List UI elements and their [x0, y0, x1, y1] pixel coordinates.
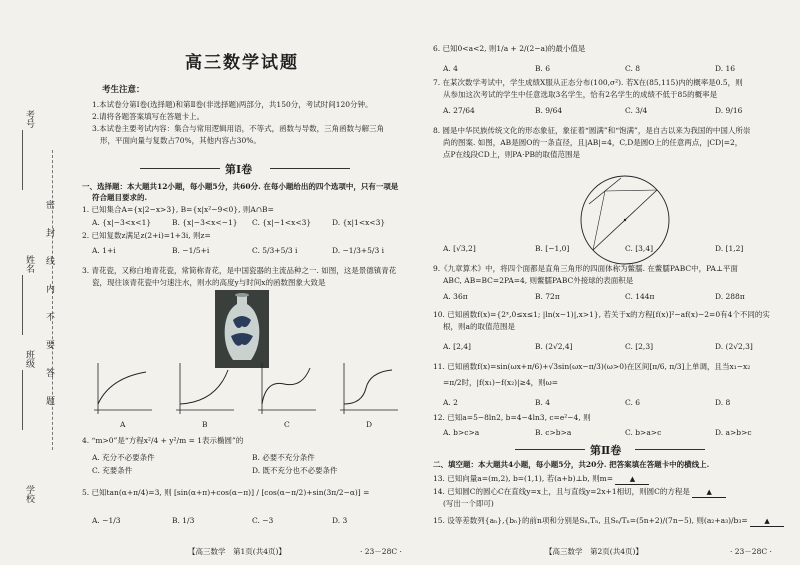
question-9-cont: ABC, AB=BC=2PA=4, 则鳖臑PABC外接球的表面积是: [443, 276, 634, 285]
q8-option-c: C. [3,4]: [625, 244, 654, 253]
seal-char: 内: [44, 284, 54, 293]
notice-line: 3.本试卷主要考试内容：集合与常用逻辑用语，不等式，函数与导数，三角函数与解三角: [92, 124, 385, 133]
page-footer: 【高三数学 第2页(共4页)】: [545, 547, 643, 556]
section-rule: [515, 449, 585, 450]
section-rule: [270, 168, 350, 169]
q4-option-c: C. 充要条件: [92, 466, 133, 475]
gutter-banji: 班级: [24, 350, 34, 368]
q1-option-c: C. {x|−1<x<3}: [252, 218, 312, 227]
graph-label-b: B: [202, 420, 208, 429]
exam-code: · 23－28C ·: [730, 547, 772, 556]
question-11-cont: =π/2时，|f(x₁)−f(x₂)|≥4，则ω=: [443, 378, 559, 387]
question-8: 8. 圆是中华民族传统文化的形态象征，象征着“圆满”和“饱满”，是自古以来为我国的中国人所崇: [433, 126, 751, 135]
q7-option-d: D. 9/16: [715, 106, 743, 115]
question-6: 6. 已知0<a<2, 则1/a + 2/(2−a)的最小值是: [433, 44, 586, 53]
question-5: 5. 已知tan(α+π/4)=3, 则 [sin(α+π)+cos(α−π)] / [cos(α−π/2)+sin(3π/2−α)] =: [82, 488, 370, 497]
seal-char: 答: [44, 368, 54, 377]
section-rule: [140, 168, 220, 169]
question-8-cont-2: 点P在线段CD上，则PA·PB的取值范围是: [443, 150, 581, 159]
q10-option-a: A. [2,4]: [443, 342, 471, 351]
page-title: 高三数学试题: [185, 53, 299, 73]
gutter-line: [22, 370, 23, 430]
question-3-cont: 瓷，现往该青花瓷中匀速注水，则水的高度y与时间x的函数图象大致是: [92, 278, 326, 287]
fill-instructions: 二、填空题：本大题共4小题，每小题5分，共20分. 把答案填在答题卡中的横线上.: [433, 460, 710, 469]
question-4: 4. “m>0”是“方程x²/4 + y²/m = 1表示椭圆”的: [82, 436, 244, 445]
circle-diagram: [575, 170, 675, 270]
gutter-xingming: 姓名: [24, 255, 34, 273]
gutter-kaohao: 考号: [24, 110, 34, 128]
graph-option-c: [252, 360, 318, 418]
graph-label-c: C: [284, 420, 290, 429]
q8-option-a: A. [√3,2]: [443, 244, 476, 253]
answer-blank-15[interactable]: ▲: [750, 517, 784, 527]
question-7-cont: 从参加这次考试的学生中任意选取3名学生，恰有2名学生的成绩不低于85的概率是: [443, 90, 718, 99]
notice-line: 形，平面向量与复数占70%，其他内容占30%。: [100, 136, 261, 145]
q8-option-d: D. [1,2]: [715, 244, 744, 253]
q2-option-a: A. 1+i: [92, 246, 116, 255]
q12-option-d: D. a>b>c: [715, 428, 752, 437]
q11-option-c: C. 6: [625, 398, 641, 407]
notice-line: 2.请将各题答案填写在答题卡上。: [92, 112, 205, 121]
gutter-line: [22, 130, 23, 190]
q5-option-a: A. −1/3: [92, 516, 121, 525]
q9-option-a: A. 36π: [443, 292, 468, 301]
q4-option-b: B. 必要不充分条件: [252, 453, 315, 462]
notice-title: 考生注意：: [102, 85, 145, 95]
question-14-text: 14. 已知圆C的圆心C在直线y=x上，且与直线y=2x+1相切，则圆C的方程是: [433, 487, 690, 496]
exam-code: · 23－28C ·: [360, 547, 402, 556]
question-14-note: (写出一个即可): [443, 499, 494, 508]
q10-option-d: D. (2√2,3]: [715, 342, 753, 351]
answer-blank-13[interactable]: ▲: [615, 475, 649, 485]
q12-option-c: C. b>a>c: [625, 428, 662, 437]
question-12: 12. 已知a=5−8ln2, b=4−4ln3, c=e²−4, 则: [433, 413, 591, 422]
question-3: 3. 青花瓷，又称白地青花瓷，常简称青花，是中国瓷器的主流品种之一. 如图，这是景德镇青花: [82, 266, 397, 275]
q7-option-c: C. 3/4: [625, 106, 648, 115]
page-footer: 【高三数学 第1页(共4页)】: [188, 547, 286, 556]
question-10: 10. 已知函数f(x)={2ˣ,0≤x≤1; |ln(x−1)|,x>1}, 若关于x的方程[f(x)]²−af(x)−2=0有4个不同的实: [433, 310, 770, 319]
graph-option-a: [88, 360, 154, 418]
q2-option-b: B. −1/5+i: [172, 246, 210, 255]
choice-instructions: 一、选择题：本大题共12小题，每小题5分，共60分. 在每小题给出的四个选项中，只有一项是: [82, 182, 399, 191]
q5-option-c: C. −3: [252, 516, 274, 525]
question-13: [433, 474, 649, 485]
seal-char: 封: [44, 228, 54, 237]
binding-gutter: [0, 0, 78, 565]
q4-option-d: D. 既不充分也不必要条件: [252, 466, 338, 475]
q5-option-b: B. 1/3: [172, 516, 195, 525]
vase-image: [215, 290, 269, 368]
q1-option-a: A. {x|−3<x<1}: [92, 218, 152, 227]
question-1: 1. 已知集合A={x|2−x>3}, B={x|x²−9<0}, 则A∩B=: [82, 205, 274, 214]
q6-option-b: B. 6: [535, 64, 551, 73]
q12-option-b: B. c>b>a: [535, 428, 572, 437]
graph-option-d: [334, 360, 400, 418]
gutter-xuexiao: 学校: [24, 485, 34, 503]
right-page: [425, 0, 800, 565]
q4-option-a: A. 充分不必要条件: [92, 453, 155, 462]
q5-option-d: D. 3: [332, 516, 348, 525]
seal-char: 题: [44, 396, 54, 405]
question-10-cont: 根，则a的取值范围是: [443, 322, 515, 331]
q2-option-d: D. −1/3+5/3 i: [332, 246, 385, 255]
seal-char: 要: [44, 340, 54, 349]
seal-char: 线: [44, 256, 54, 265]
answer-blank-14[interactable]: ▲: [692, 488, 726, 498]
graph-option-b: [170, 360, 236, 418]
question-14: [433, 487, 726, 498]
section-title-2: 第Ⅱ卷: [590, 444, 622, 457]
q6-option-a: A. 4: [443, 64, 458, 73]
question-15-text: 15. 设等差数列{aₙ},{bₙ}的前n项和分别是Sₙ,Tₙ, 且Sₙ/Tₙ=(5n+2)/(7n−5), 则(a₂+a₃)/b₃=: [433, 516, 748, 525]
question-15: [433, 516, 784, 527]
q9-option-d: D. 288π: [715, 292, 745, 301]
seal-char: 不: [44, 312, 54, 321]
q6-option-d: D. 16: [715, 64, 736, 73]
cut-line: [52, 150, 53, 450]
section-title-1: 第Ⅰ卷: [225, 163, 253, 176]
notice-line: 1.本试卷分第Ⅰ卷(选择题)和第Ⅱ卷(非选择题)两部分，共150分，考试时间120分钟。: [92, 100, 373, 109]
q12-option-a: A. b>c>a: [443, 428, 480, 437]
q7-option-b: B. 9/64: [535, 106, 563, 115]
question-8-cont: 尚的图案. 如图，AB是圆O的一条直径，且|AB|=4，C,D是圆O上的任意两点，|CD|=2，: [443, 138, 743, 147]
q11-option-a: A. 2: [443, 398, 458, 407]
section-rule: [635, 449, 705, 450]
q7-option-a: A. 27/64: [443, 106, 475, 115]
q9-option-c: C. 144π: [625, 292, 655, 301]
graph-label-d: D: [366, 420, 373, 429]
q10-option-c: C. [2,3]: [625, 342, 654, 351]
question-7: 7. 在某次数学考试中，学生成绩X服从正态分布(100,σ²). 若X在(85,115)内的概率是0.5，则: [433, 78, 743, 87]
graph-label-a: A: [120, 420, 126, 429]
q8-option-b: B. [−1,0]: [535, 244, 570, 253]
q1-option-d: D. {x|1<x<3}: [332, 218, 386, 227]
question-13-text: 13. 已知向量a=(m,2), b=(1,1), 若(a+b)⊥b, 则m=: [433, 474, 614, 483]
question-11: 11. 已知函数f(x)=sin(ωx+π/6)+√3sin(ωx−π/3)(ω>0)在区间[π/6, π/3]上单调，且当x₁−x₂: [433, 362, 751, 371]
seal-char: 密: [44, 200, 54, 209]
q2-option-c: C. 5/3+5/3 i: [252, 246, 298, 255]
q10-option-b: B. (2√2,4]: [535, 342, 573, 351]
choice-instructions-2: 符合题目要求的.: [92, 193, 148, 202]
question-2: 2. 已知复数z满足z(2+i)=1+3i, 则z=: [82, 231, 211, 240]
q9-option-b: B. 72π: [535, 292, 560, 301]
q11-option-b: B. 4: [535, 398, 551, 407]
q1-option-b: B. {x|−3<x<−1}: [172, 218, 238, 227]
question-9: 9.《九章算术》中，将四个面都是直角三角形的四面体称为鳖臑. 在鳖臑PABC中，PA⊥平面: [433, 264, 738, 273]
q11-option-d: D. 8: [715, 398, 731, 407]
q6-option-c: C. 8: [625, 64, 641, 73]
gutter-line: [22, 275, 23, 335]
